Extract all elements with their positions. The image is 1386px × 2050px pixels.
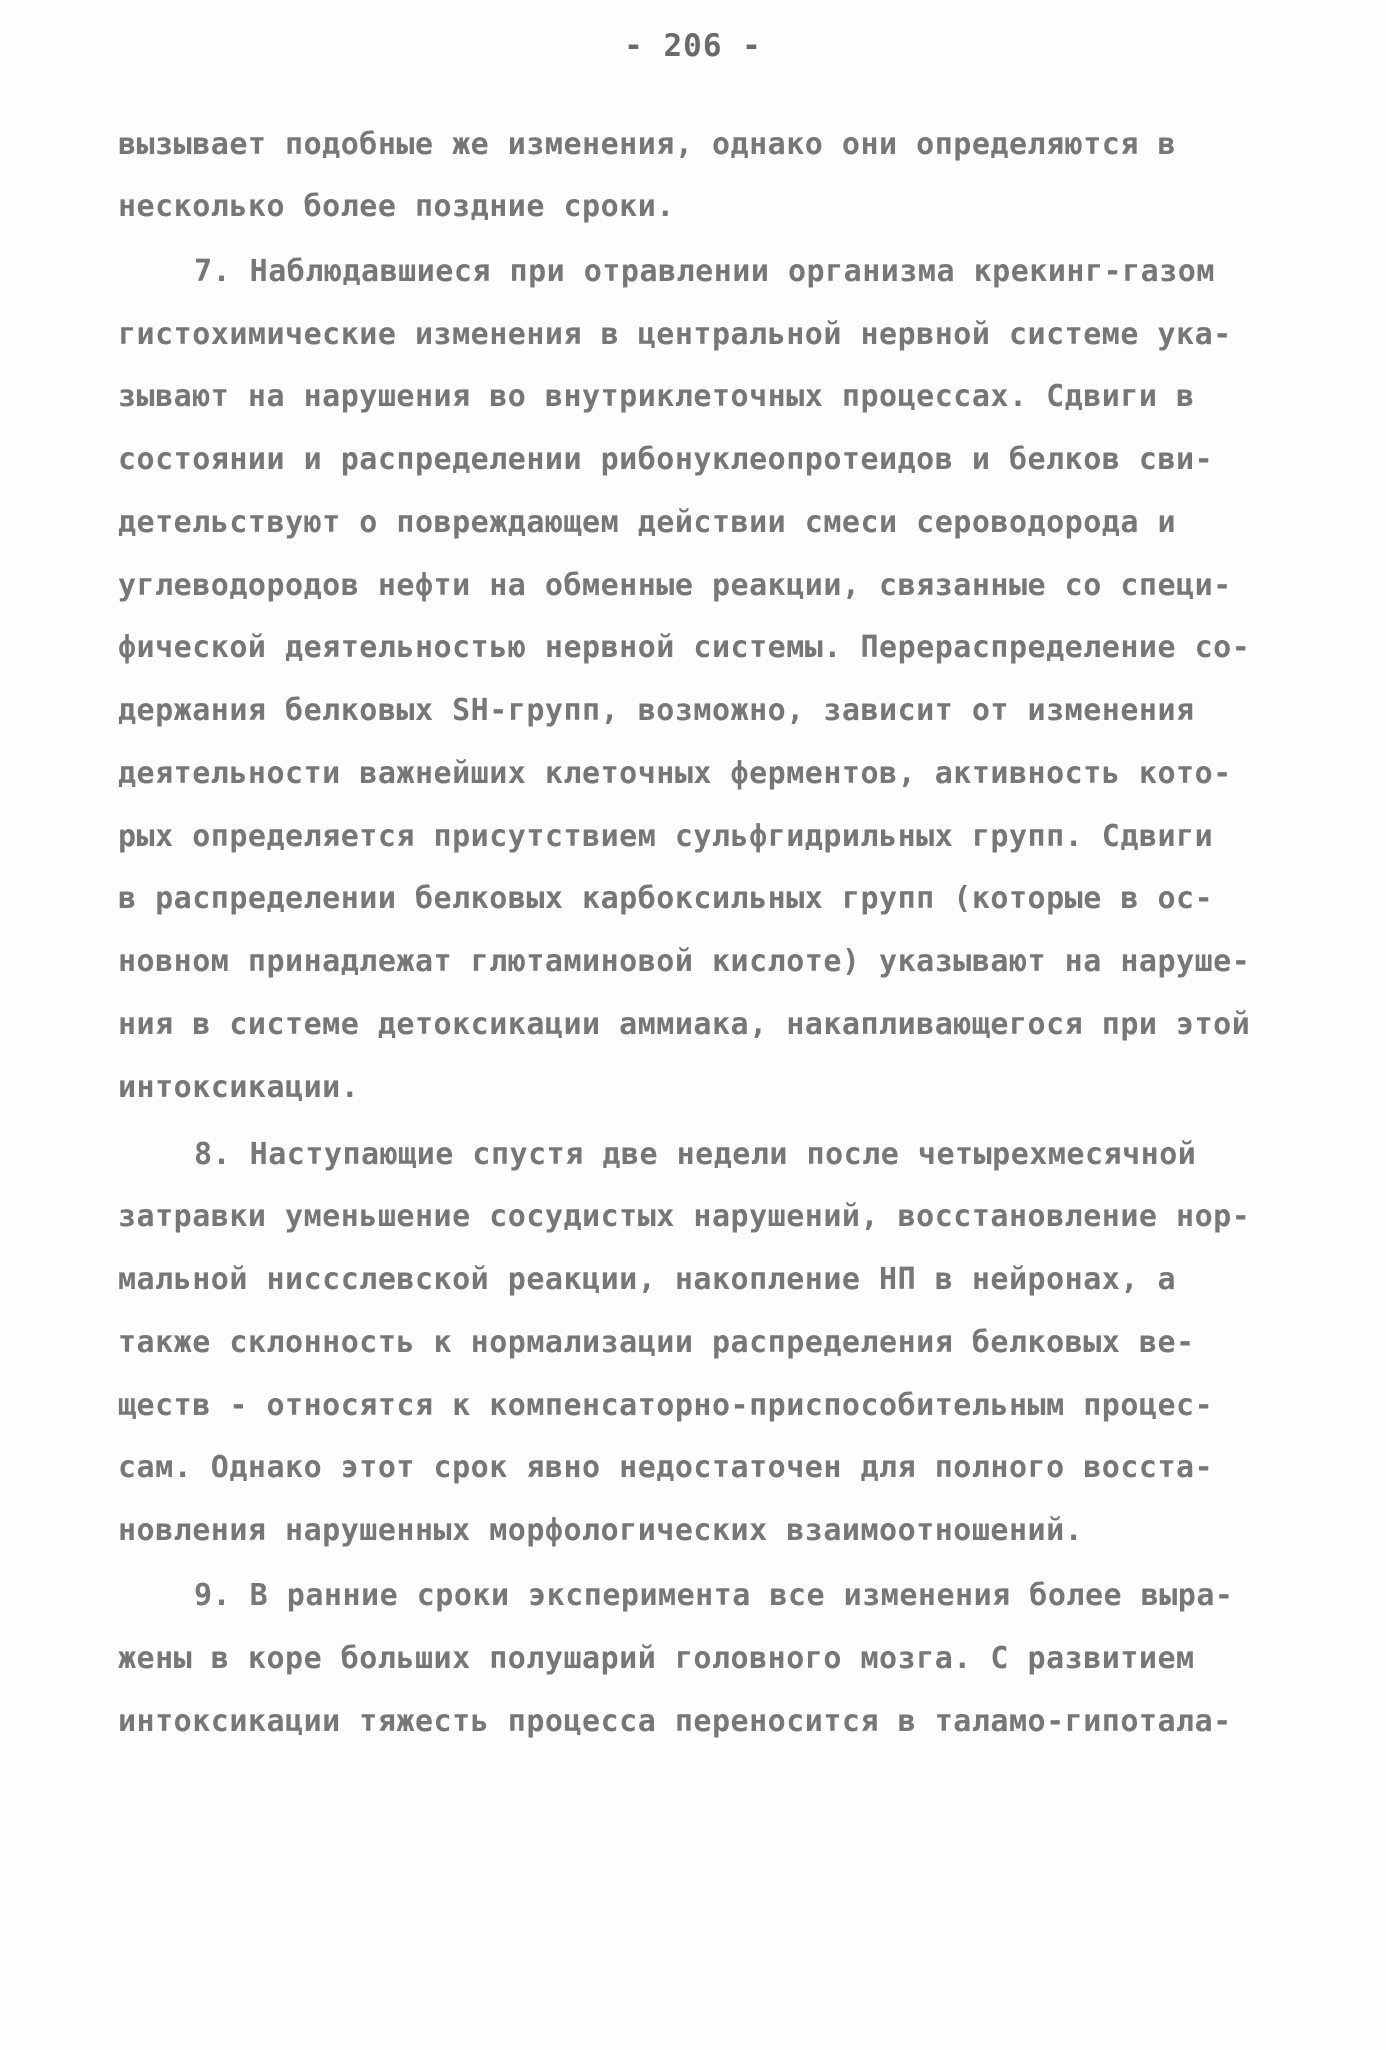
text-line: новления нарушенных морфологических взаимоотношений. — [118, 1513, 1084, 1548]
text-line: состоянии и распределении рибонуклеопротеидов и белков сви- — [118, 442, 1214, 477]
text-line: интоксикации тяжесть процесса переносится в таламо-гипотала- — [118, 1704, 1232, 1739]
text-line: 8. Наступающие спустя две недели после четырехмесячной — [194, 1137, 1197, 1172]
text-line: вызывает подобные же изменения, однако они определяются в — [118, 127, 1177, 162]
text-line: затравки уменьшение сосудистых нарушений, восстановление нор- — [118, 1199, 1251, 1234]
text-line: держания белковых SH-групп, возможно, зависит от изменения — [118, 693, 1195, 728]
text-line: деятельности важнейших клеточных ферментов, активность кото- — [118, 756, 1232, 791]
text-line: детельствуют о повреждающем действии смеси сероводорода и — [118, 505, 1177, 540]
text-line: ния в системе детоксикации аммиака, накапливающегося при этой — [118, 1007, 1251, 1042]
page-number: - 206 - — [624, 28, 762, 64]
text-line: 9. В ранние сроки эксперимента все изменения более выра- — [194, 1578, 1234, 1613]
text-line: в распределении белковых карбоксильных групп (которые в ос- — [118, 881, 1214, 916]
text-line: интоксикации. — [118, 1070, 360, 1105]
text-line: углеводородов нефти на обменные реакции, связанные со специ- — [118, 568, 1232, 603]
text-line: гистохимические изменения в центральной нервной системе ука- — [118, 317, 1232, 352]
text-line: рых определяется присутствием сульфгидрильных групп. Сдвиги — [118, 819, 1214, 854]
text-line: зывают на нарушения во внутриклеточных процессах. Сдвиги в — [118, 379, 1195, 414]
text-line: также склонность к нормализации распределения белковых ве- — [118, 1325, 1195, 1360]
text-line: несколько более поздние сроки. — [118, 189, 675, 224]
text-line: сам. Однако этот срок явно недостаточен для полного восста- — [118, 1450, 1214, 1485]
text-line: мальной ниссслевской реакции, накопление НП в нейронах, а — [118, 1262, 1177, 1297]
text-line: жены в коре больших полушарий головного мозга. С развитием — [118, 1641, 1195, 1676]
text-line: ществ - относятся к компенсаторно-приспособительным процес- — [118, 1388, 1214, 1423]
text-line: фической деятельностью нервной системы. Перераспределение со- — [118, 630, 1251, 665]
text-line: 7. Наблюдавшиеся при отравлении организма крекинг-газом — [194, 254, 1215, 289]
text-line: новном принадлежат глютаминовой кислоте) указывают на наруше- — [118, 944, 1251, 979]
